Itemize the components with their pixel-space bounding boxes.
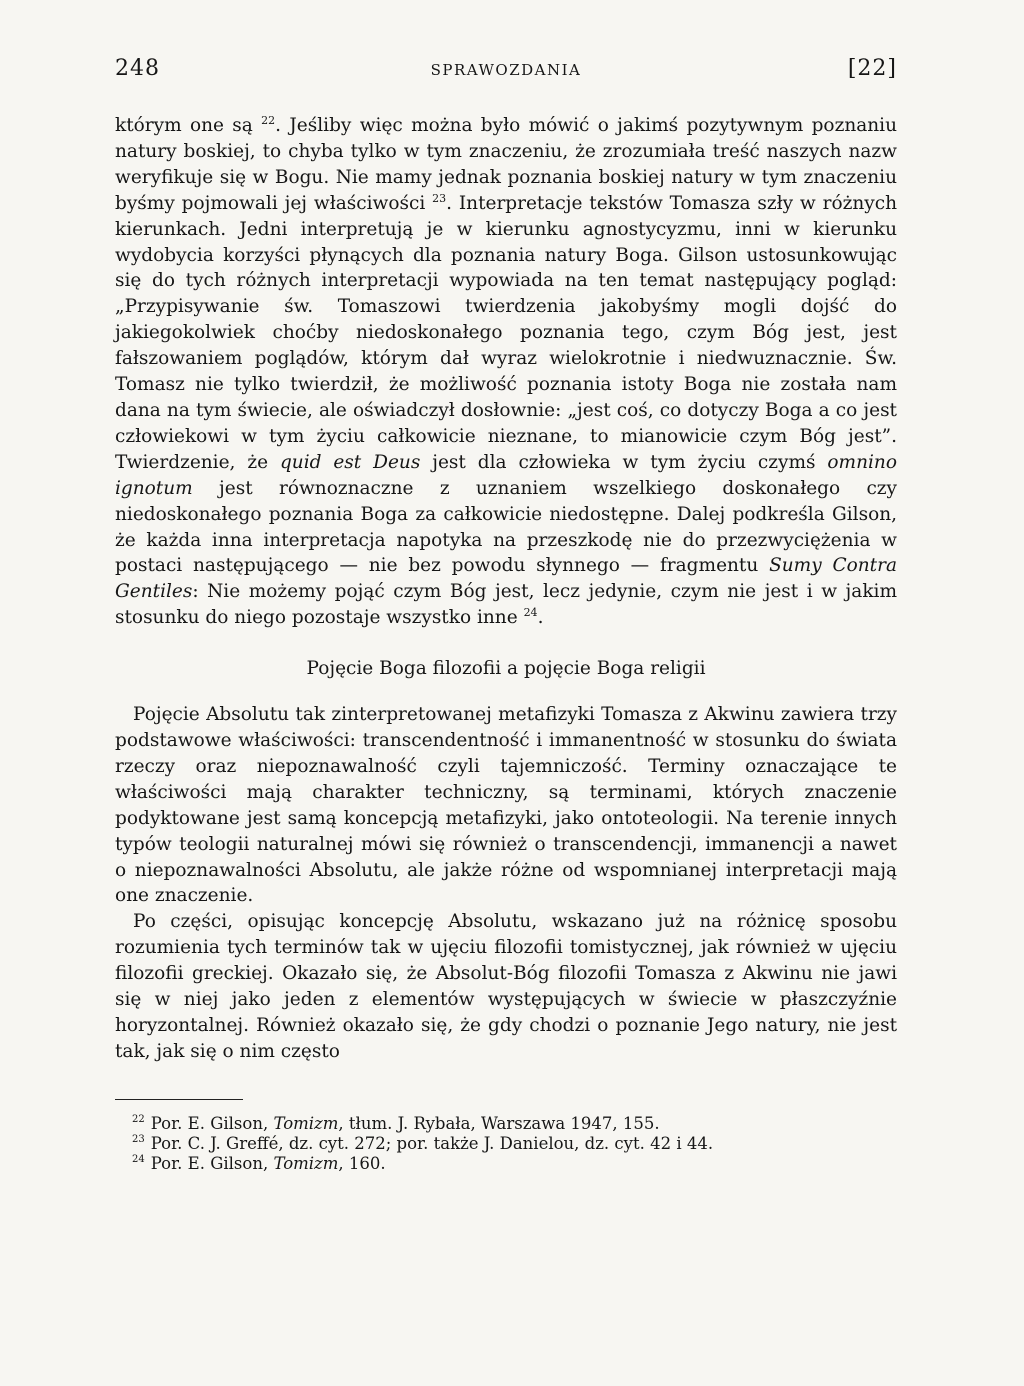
footnote-23 bbox=[132, 1134, 897, 1154]
footnote-ref-24[interactable]: 24 bbox=[523, 606, 538, 620]
footnote-text: , 160. bbox=[338, 1153, 386, 1173]
text-run: . bbox=[537, 607, 544, 629]
footnote-number: 22 bbox=[132, 1114, 145, 1126]
running-title: SPRAWOZDANIA bbox=[430, 61, 582, 79]
paragraph-continued bbox=[115, 113, 897, 631]
footnote-divider bbox=[115, 1099, 243, 1100]
footnote-number: 23 bbox=[132, 1134, 145, 1146]
section-heading: Pojęcie Boga filozofii a pojęcie Boga religii bbox=[306, 658, 706, 680]
italic-phrase: omnino ignotum bbox=[115, 451, 897, 499]
footnote-ref-23[interactable]: 23 bbox=[432, 191, 447, 205]
running-header bbox=[115, 56, 897, 90]
text-run: . Jeśliby więc można było mówić o jakimś pozytywnym poznaniu natury boskiej, to chyba tylko w tym znaczeniu, że zrozumiała treść naszych nazw weryfikuje się w Bogu. Nie mamy jednak poznania boskiej natury w tym znaczeniu byśmy pojmowali jej właściwości bbox=[115, 115, 898, 214]
italic-phrase: quid est Deus bbox=[279, 451, 421, 473]
footnote-ref-22[interactable]: 22 bbox=[261, 113, 276, 127]
footnote-22 bbox=[132, 1114, 897, 1134]
footnotes bbox=[115, 1114, 897, 1174]
footnote-title: Tomizm bbox=[273, 1153, 339, 1173]
body-text bbox=[115, 113, 897, 1065]
footnote-text: , tłum. J. Rybała, Warszawa 1947, 155. bbox=[338, 1113, 660, 1133]
footnote-text: Por. C. J. Greffé, dz. cyt. 272; por. także J. Danielou, dz. cyt. 42 i 44. bbox=[150, 1133, 714, 1153]
text-run: : Nie możemy pojąć czym Bóg jest, lecz jedynie, czym nie jest i w jakim stosunku do niego pozostaje wszystko inne bbox=[115, 581, 897, 629]
footnote-24 bbox=[132, 1154, 897, 1174]
page bbox=[115, 56, 897, 1174]
paragraph: Pojęcie Absolutu tak zinterpretowanej metafizyki Tomasza z Akwinu zawiera trzy podstawowe właściwości: transcendentność i immanentność w stosunku do świata rzeczy oraz niepoznawalność czyli tajemniczość. Terminy oznaczające te właściwości mają charakter techniczny, są terminami, których znaczenie podyktowane jest samą koncepcją metafizyki, jako ontoteologii. Na terenie innych typów teologii naturalnej mówi się również o transcendencji, immanencji a nawet o niepoznawalności Absolutu, ale jakże różne od wspomnianej interpretacji mają one znaczenie. bbox=[115, 704, 897, 907]
footnote-text: Por. E. Gilson, bbox=[150, 1153, 269, 1173]
page-number: 248 bbox=[115, 56, 160, 81]
page-reference: [22] bbox=[847, 56, 897, 81]
italic-title: Sumy Contra Gentiles bbox=[115, 555, 897, 603]
text-run: jest równoznaczne z uznaniem wszelkiego doskonałego czy niedoskonałego poznania Boga za całkowicie niedostępne. Dalej podkreśla Gilson, że każda inna interpretacja napotyka na przeszkodę nie do przezwyciężenia w postaci następującego — nie bez powodu słynnego — fragmentu bbox=[115, 477, 897, 577]
text-run: którym one są bbox=[115, 115, 253, 136]
footnote-title: Tomizm bbox=[273, 1113, 339, 1133]
text-run: jest dla człowieka w tym życiu czymś bbox=[432, 451, 816, 473]
paragraph: Po części, opisując koncepcję Absolutu, wskazano już na różnicę sposobu rozumienia tych terminów tak w ujęciu filozofii tomistycznej, jak również w ujęciu filozofii greckiej. Okazało się, że Absolut-Bóg filozofii Tomasza z Akwinu nie jawi się w niej jako jeden z elementów występujących w świecie w płaszczyźnie horyzontalnej. Również okazało się, że gdy chodzi o poznanie Jego natury, nie jest tak, jak się o nim często bbox=[115, 911, 897, 1062]
footnote-number: 24 bbox=[132, 1154, 145, 1166]
footnote-text: Por. E. Gilson, bbox=[150, 1113, 269, 1133]
text-run: . Interpretacje tekstów Tomasza szły w różnych kierunkach. Jedni interpretują je w kierunku agnostycyzmu, inni w kierunku wydobycia korzyści płynących dla poznania natury Boga. Gilson ustosunkowując się do tych różnych interpretacji wypowiada na ten temat następujący pogląd: „Przypisywanie św. Tomaszowi twierdzenia jakobyśmy mogli dojść do jakiegokolwiek choćby niedoskonałego poznania tego, czym Bóg jest, jest fałszowaniem poglądów, którym dał wyraz wielokrotnie i niedwuznacznie. Św. Tomasz nie tylko twierdził, że możliwość poznania istoty Boga nie została nam dana na tym świecie, ale oświadczył dosłownie: „jest coś, co dotyczy Boga a co jest człowiekowi w tym życiu całkowicie nieznane, to mianowicie czym Bóg jest”. Twierdzenie, że bbox=[115, 192, 897, 473]
